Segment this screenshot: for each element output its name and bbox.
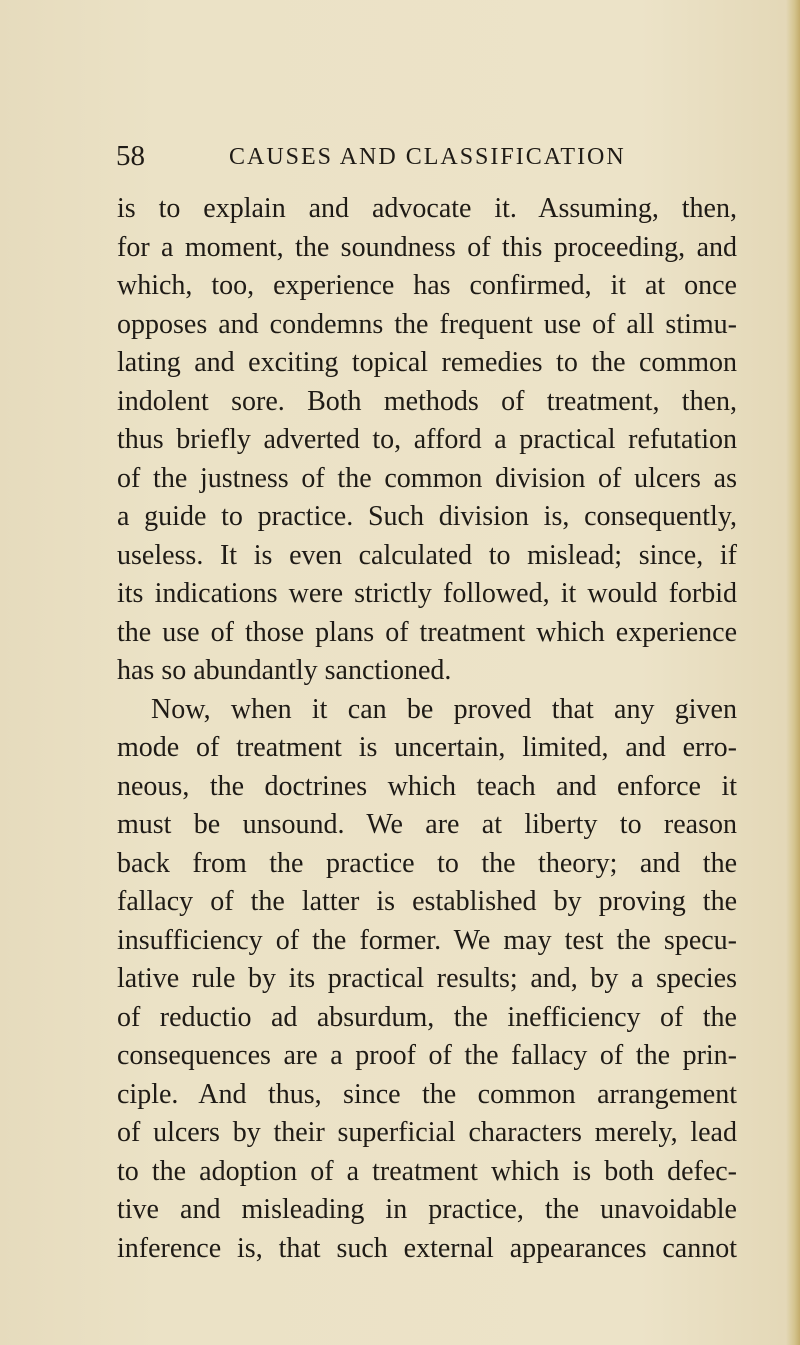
text-line: of ulcers by their superficial characters merely, lead xyxy=(117,1117,737,1148)
text-line: mode of treatment is uncertain, limited, and erro- xyxy=(117,732,737,763)
text-line: insufficiency of the former. We may test the specu- xyxy=(117,924,737,956)
paragraph-start-line: Now, when it can be proved that any given xyxy=(151,693,737,725)
text-line: opposes and condemns the frequent use of all stimu- xyxy=(117,308,737,340)
text-line: back from the practice to the theory; and the xyxy=(117,847,737,879)
text-line: thus briefly adverted to, afford a practical refutation xyxy=(117,424,737,455)
text-line: inference is, that such external appearances cannot xyxy=(117,1232,737,1264)
running-head: CAUSES AND CLASSIFICATION xyxy=(229,144,626,170)
text-line: lating and exciting topical remedies to the common xyxy=(117,347,737,378)
text-line: must be unsound. We are at liberty to reason xyxy=(117,809,737,840)
text-line: is to explain and advocate it. Assuming, then, xyxy=(117,193,737,224)
text-line: tive and misleading in practice, the unavoidable xyxy=(117,1194,737,1225)
text-line: of reductio ad absurdum, the inefficiency of the xyxy=(117,1001,737,1033)
text-line: its indications were strictly followed, it would forbid xyxy=(117,578,737,609)
text-line: ciple. And thus, since the common arrangement xyxy=(117,1078,737,1110)
body-text xyxy=(117,190,737,1268)
text-line: to the adoption of a treatment which is both defec- xyxy=(117,1155,737,1187)
text-line: indolent sore. Both methods of treatment, then, xyxy=(117,385,737,417)
text-line: neous, the doctrines which teach and enforce it xyxy=(117,770,737,802)
text-line: which, too, experience has confirmed, it at once xyxy=(117,270,737,301)
text-line: the use of those plans of treatment which experience xyxy=(117,616,737,648)
text-line: a guide to practice. Such division is, consequently, xyxy=(117,501,737,532)
paragraph-end-line: has so abundantly sanctioned. xyxy=(117,655,452,686)
text-line: lative rule by its practical results; and, by a species xyxy=(117,963,737,994)
page-number: 58 xyxy=(116,140,145,172)
text-line: consequences are a proof of the fallacy of the prin- xyxy=(117,1040,737,1071)
text-line: for a moment, the soundness of this proceeding, and xyxy=(117,231,737,263)
text-line: useless. It is even calculated to mislead; since, if xyxy=(117,539,737,571)
text-line: of the justness of the common division of ulcers as xyxy=(117,462,737,494)
page-edge xyxy=(786,0,800,1345)
page-header xyxy=(116,140,746,180)
text-line: fallacy of the latter is established by proving the xyxy=(117,886,737,917)
